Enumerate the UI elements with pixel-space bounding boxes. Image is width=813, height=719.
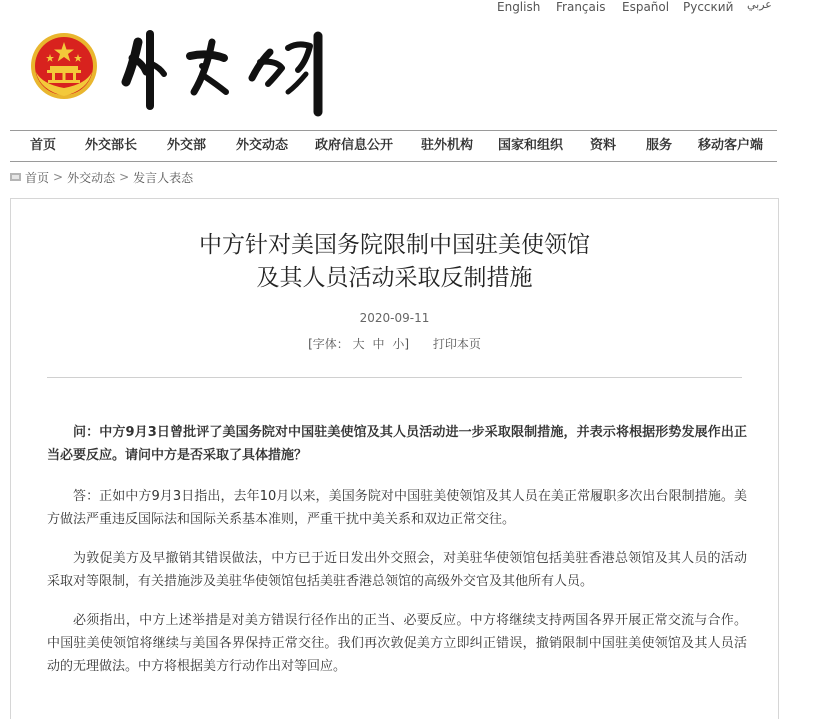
breadcrumb: [10, 168, 193, 186]
article-body: [47, 421, 747, 694]
breadcrumb-home[interactable]: 首页: [25, 170, 50, 185]
nav-foreign-minister[interactable]: 外交部长: [85, 138, 138, 153]
article-panel: [10, 198, 779, 719]
nav-countries-orgs[interactable]: 国家和组织: [498, 138, 564, 153]
breadcrumb-spokesperson[interactable]: 发言人表态: [133, 170, 194, 185]
national-emblem-icon[interactable]: [30, 32, 98, 100]
page-title: [11, 229, 778, 295]
nav-home[interactable]: 首页: [30, 138, 57, 153]
home-icon: [10, 172, 21, 182]
lang-russian-link[interactable]: Русский: [683, 0, 734, 14]
nav-missions-abroad[interactable]: 驻外机构: [421, 138, 474, 153]
nav-diplomatic-news[interactable]: 外交动态: [236, 138, 289, 153]
ministry-brand-logo[interactable]: [120, 22, 340, 118]
nav-mobile-client[interactable]: 移动客户端: [698, 138, 764, 153]
publish-date: 2020-09-11: [359, 311, 430, 325]
divider: [47, 377, 742, 378]
breadcrumb-separator: >: [53, 170, 64, 184]
font-size-label: [字体：: [308, 337, 349, 351]
print-page-button[interactable]: 打印本页: [432, 337, 481, 351]
font-medium-button[interactable]: 中: [372, 337, 385, 351]
nav-resources[interactable]: 资料: [590, 138, 617, 153]
nav-ministry[interactable]: 外交部: [167, 138, 207, 153]
font-size-close: ]: [404, 337, 410, 351]
breadcrumb-separator: >: [119, 170, 130, 184]
body-paragraph: 为敦促美方及早撤销其错误做法，中方已于近日发出外交照会，对美驻华使领馆包括美驻香港总领馆及其人员的活动采取对等限制，有关措施涉及美驻华使领馆包括美驻香港总领馆的高级外交官及其他所有人员。: [47, 551, 747, 589]
title-line-1: 中方针对美国务院限制中国驻美使领馆: [199, 232, 590, 258]
lang-english-link[interactable]: English: [497, 0, 541, 14]
article-tools: [11, 335, 778, 352]
nav-gov-info[interactable]: 政府信息公开: [315, 138, 394, 153]
lang-french-link[interactable]: Français: [556, 0, 606, 14]
title-line-2: 及其人员活动采取反制措施: [256, 265, 533, 291]
body-paragraph: 必须指出，中方上述举措是对美方错误行径作出的正当、必要反应。中方将继续支持两国各界开展正常交流与合作。中国驻美使领馆将继续与美国各界保持正常交往。我们再次敦促美方立即纠正错误，撤销限制中国驻美使领馆及其人员活动的无理做法。中方将根据美方行动作出对等回应。: [47, 613, 747, 674]
lang-spanish-link[interactable]: Español: [622, 0, 670, 14]
nav-services[interactable]: 服务: [646, 138, 673, 153]
breadcrumb-diplomatic-news[interactable]: 外交动态: [67, 170, 116, 185]
main-nav: [10, 130, 777, 162]
font-large-button[interactable]: 大: [352, 337, 365, 351]
site-header: [0, 14, 813, 126]
answer-paragraph: 答：正如中方9月3日指出，去年10月以来，美国务院对中国驻美使领馆及其人员在美正常履职多次出台限制措施。美方做法严重违反国际法和国际关系基本准则，严重干扰中美关系和双边正常交往。: [47, 489, 747, 527]
question-paragraph: 问：中方9月3日曾批评了美国务院对中国驻美使馆及其人员活动进一步采取限制措施，并表示将根据形势发展作出正当必要反应。请问中方是否采取了具体措施？: [47, 425, 747, 463]
font-small-button[interactable]: 小: [392, 337, 405, 351]
lang-arabic-link[interactable]: عربي: [747, 0, 772, 11]
